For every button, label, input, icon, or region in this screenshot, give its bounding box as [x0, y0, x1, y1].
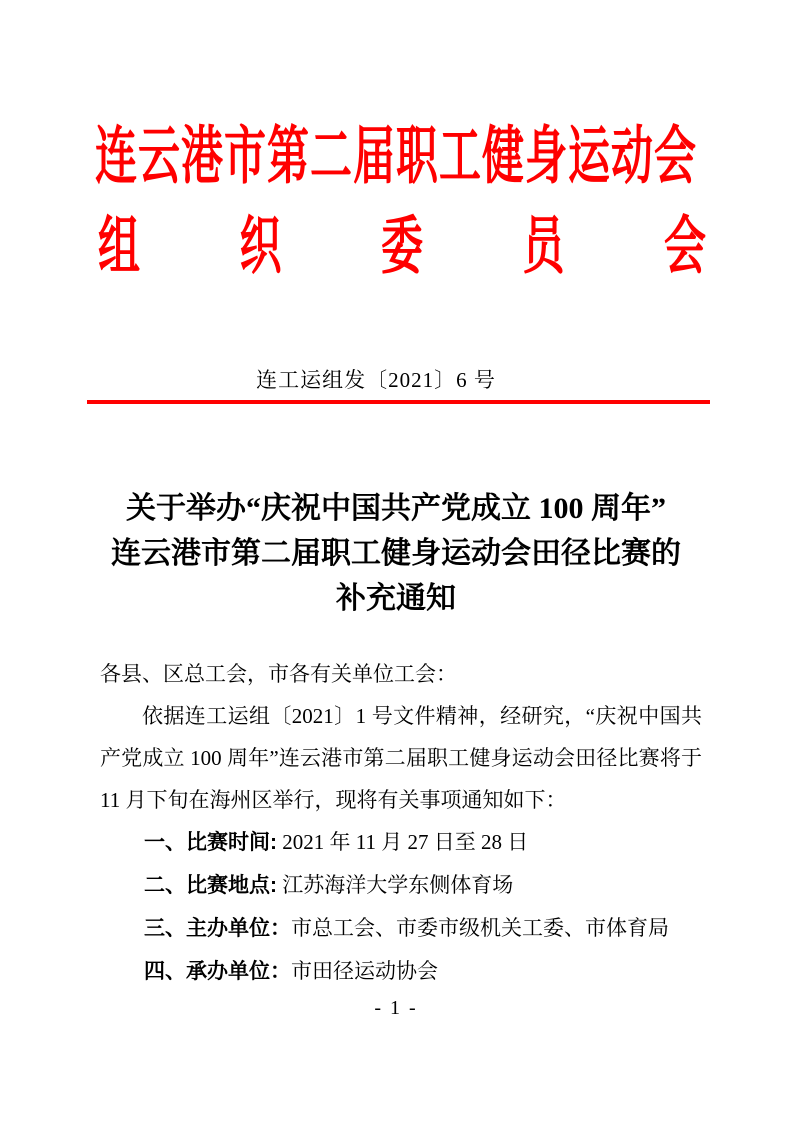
- item-value: 2021 年 11 月 27 日至 28 日: [277, 830, 529, 854]
- letterhead-title-line1: 连云港市第二届职工健身运动会: [94, 123, 697, 193]
- item-label: 四、承办单位：: [144, 960, 291, 983]
- item-competition-time: [100, 821, 702, 864]
- letterhead-title-line2: [98, 197, 706, 287]
- notice-title-line3: 补充通知: [336, 582, 456, 615]
- item-host-organizations: [100, 907, 702, 950]
- page-number: - 1 -: [374, 997, 418, 1019]
- item-value: 市田径运动协会: [291, 959, 438, 983]
- item-undertaking-organization: [100, 950, 702, 993]
- item-value: 市总工会、市委市级机关工委、市体育局: [291, 916, 669, 940]
- notice-title-line1: 关于举办“庆祝中国共产党成立 100 周年”: [126, 492, 666, 525]
- item-label: 一、比赛时间:: [144, 831, 277, 854]
- item-competition-venue: [100, 864, 702, 907]
- item-value: 江苏海洋大学东侧体育场: [277, 873, 514, 897]
- letterhead-char: 组: [98, 213, 141, 283]
- intro-paragraph: 依据连工运组〔2021〕1 号文件精神，经研究，“庆祝中国共产党成立 100 周年”连云港市第二届职工健身运动会田径比赛将于 11 月下旬在海州区举行，现将有关事项通知如下：: [100, 704, 702, 812]
- notice-title-line2: 连云港市第二届职工健身运动会田径比赛的: [111, 537, 681, 570]
- letterhead-red-rule: [87, 400, 710, 404]
- letterhead-char: 织: [239, 213, 282, 283]
- document-reference-number: 连工运组发〔2021〕6 号: [256, 368, 496, 392]
- notice-title: [0, 486, 792, 621]
- letterhead-char: 委: [380, 213, 423, 283]
- salutation-line: 各县、区总工会，市各有关单位工会：: [100, 662, 457, 686]
- letterhead-char: 员: [522, 213, 565, 283]
- item-label: 二、比赛地点:: [144, 874, 277, 897]
- letterhead-char: 会: [663, 213, 706, 283]
- item-label: 三、主办单位：: [144, 917, 291, 940]
- notice-body: [100, 653, 702, 993]
